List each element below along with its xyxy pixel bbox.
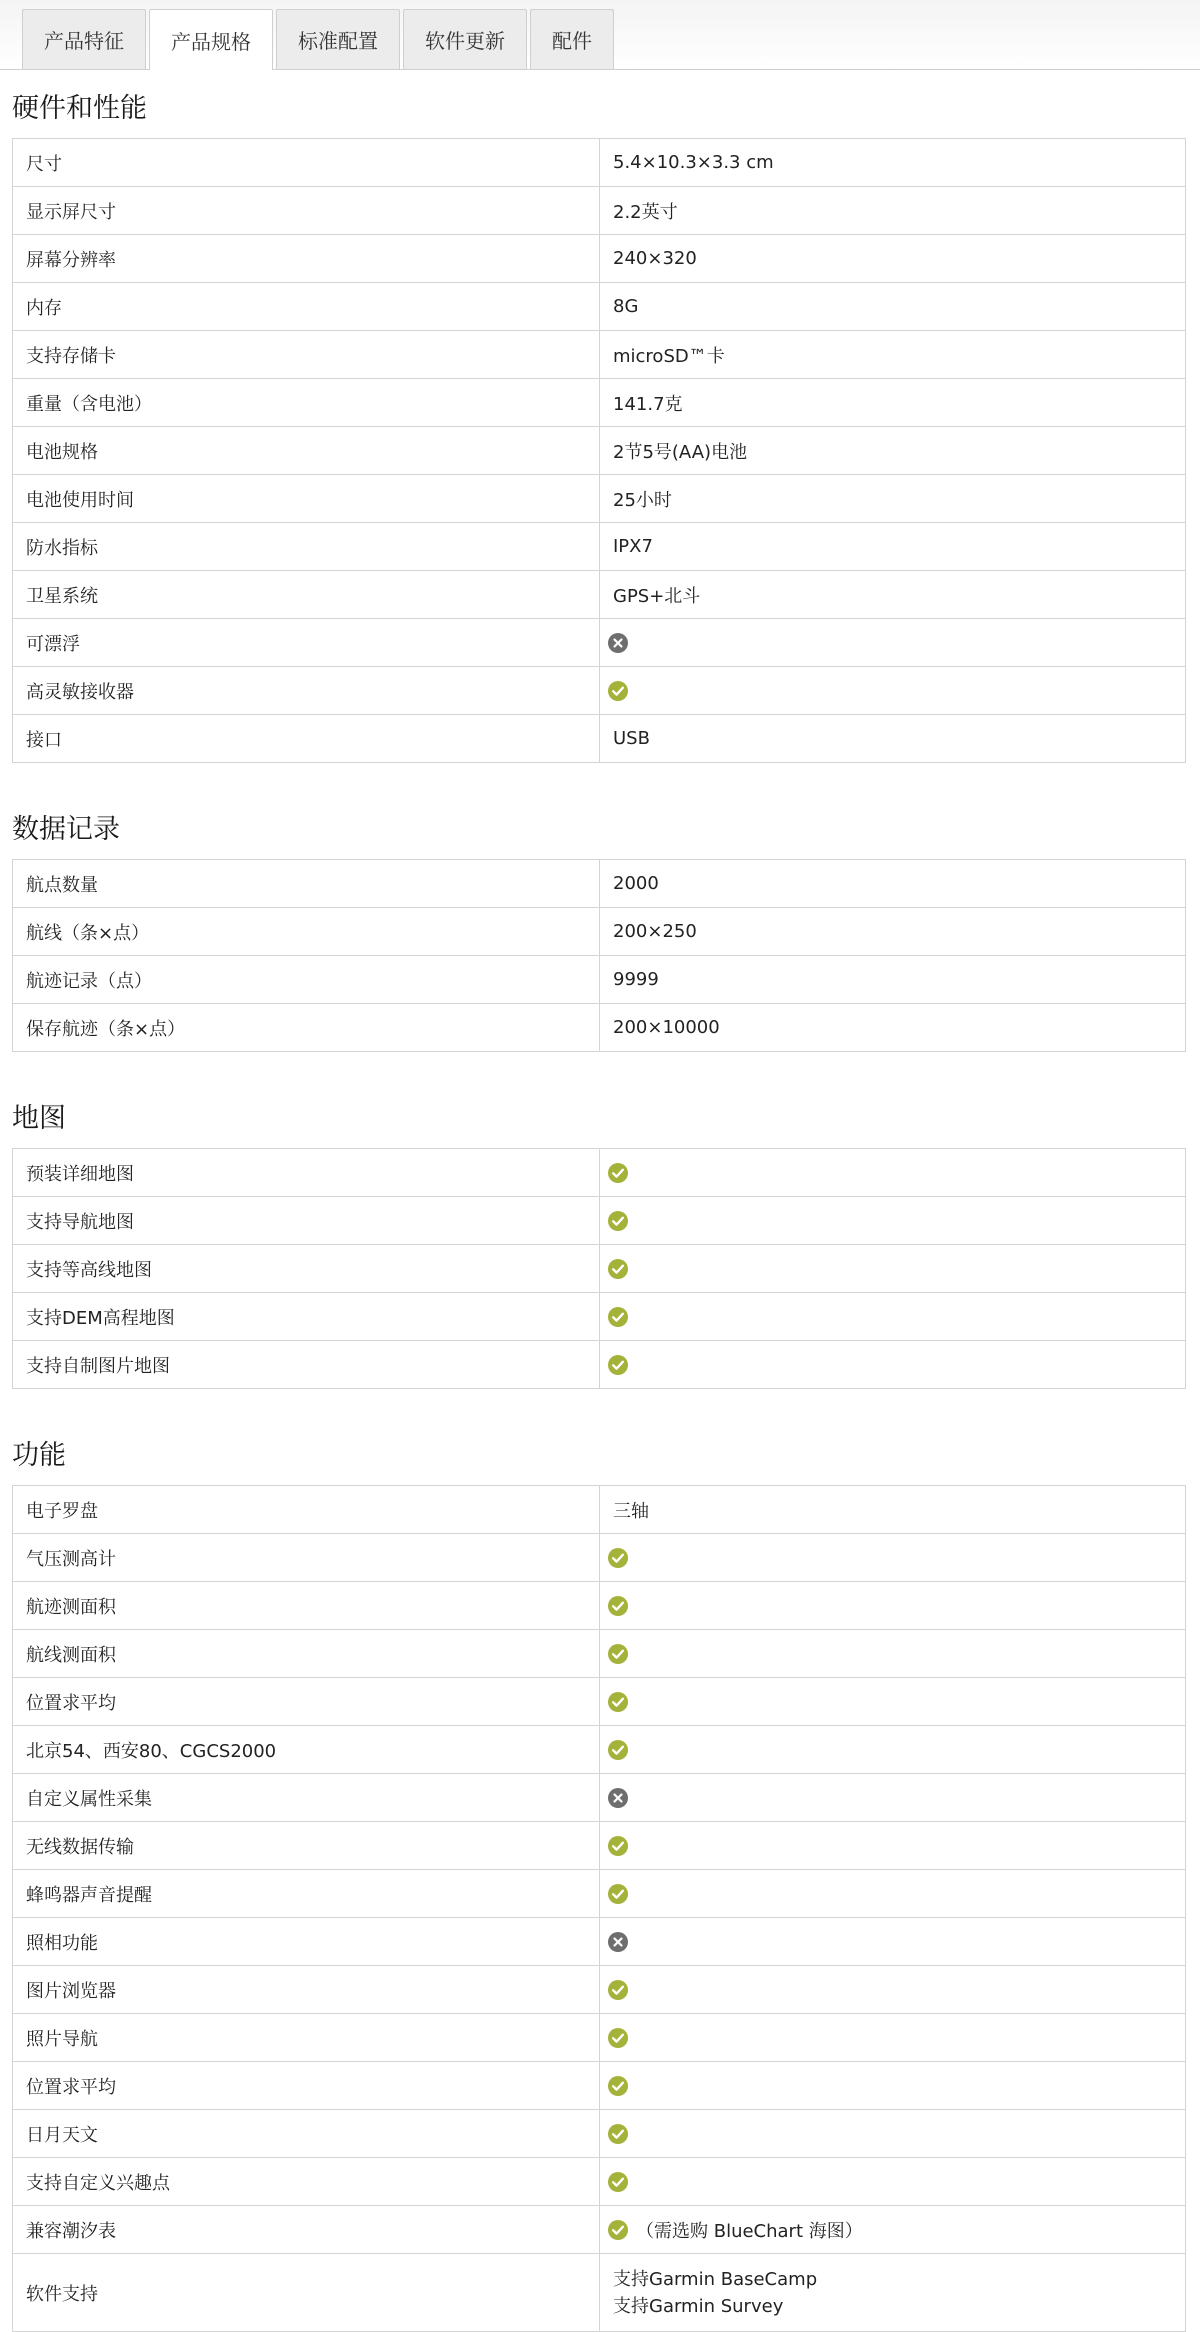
spec-label: 支持DEM高程地图 xyxy=(13,1293,600,1341)
spec-value xyxy=(600,1245,1186,1293)
spec-value: 8G xyxy=(600,283,1186,331)
spec-value: 9999 xyxy=(600,956,1186,1004)
spec-value: 5.4×10.3×3.3 cm xyxy=(600,139,1186,187)
spec-value: 三轴 xyxy=(600,1486,1186,1534)
spec-label: 软件支持 xyxy=(13,2254,600,2332)
spec-label: 屏幕分辨率 xyxy=(13,235,600,283)
spec-content xyxy=(0,70,1200,2332)
cross-circle-icon xyxy=(608,1932,628,1952)
spec-row xyxy=(13,2110,1186,2158)
spec-value: 240×320 xyxy=(600,235,1186,283)
spec-row xyxy=(13,139,1186,187)
spec-row xyxy=(13,1630,1186,1678)
spec-label: 兼容潮汐表 xyxy=(13,2206,600,2254)
spec-row xyxy=(13,235,1186,283)
check-circle-icon xyxy=(608,681,628,701)
spec-row xyxy=(13,1822,1186,1870)
spec-label: 电子罗盘 xyxy=(13,1486,600,1534)
spec-value: 141.7克 xyxy=(600,379,1186,427)
spec-row xyxy=(13,1149,1186,1197)
spec-note: （需选购 BlueChart 海图） xyxy=(636,2220,863,2242)
check-circle-icon xyxy=(608,2220,628,2240)
spec-value xyxy=(600,1774,1186,1822)
spec-value xyxy=(600,2158,1186,2206)
spec-value xyxy=(600,2014,1186,2062)
tab-bar xyxy=(0,0,1200,70)
spec-section-hardware xyxy=(0,70,1200,763)
spec-row xyxy=(13,1774,1186,1822)
spec-value xyxy=(600,619,1186,667)
cross-circle-icon xyxy=(608,1788,628,1808)
spec-section-data xyxy=(0,791,1200,1052)
spec-value xyxy=(600,1582,1186,1630)
spec-label: 照相功能 xyxy=(13,1918,600,1966)
spec-label: 蜂鸣器声音提醒 xyxy=(13,1870,600,1918)
tab-accessories[interactable]: 配件 xyxy=(530,9,614,69)
spec-value xyxy=(600,1726,1186,1774)
check-circle-icon xyxy=(608,1163,628,1183)
spec-value xyxy=(600,2110,1186,2158)
spec-label: 气压测高计 xyxy=(13,1534,600,1582)
spec-label: 位置求平均 xyxy=(13,2062,600,2110)
spec-label: 航迹记录（点） xyxy=(13,956,600,1004)
spec-row xyxy=(13,1004,1186,1052)
spec-label: 高灵敏接收器 xyxy=(13,667,600,715)
spec-label: 支持自制图片地图 xyxy=(13,1341,600,1389)
spec-label: 支持等高线地图 xyxy=(13,1245,600,1293)
spec-value-line: 支持Garmin Survey xyxy=(613,2295,784,2317)
check-circle-icon xyxy=(608,1596,628,1616)
spec-label: 接口 xyxy=(13,715,600,763)
check-circle-icon xyxy=(608,1740,628,1760)
check-circle-icon xyxy=(608,1211,628,1231)
spec-row xyxy=(13,956,1186,1004)
spec-label: 北京54、西安80、CGCS2000 xyxy=(13,1726,600,1774)
spec-value xyxy=(600,1918,1186,1966)
spec-table xyxy=(12,1485,1186,2332)
spec-value: microSD™卡 xyxy=(600,331,1186,379)
spec-row xyxy=(13,1245,1186,1293)
tab-product-features[interactable]: 产品特征 xyxy=(22,9,146,69)
spec-label: 航迹测面积 xyxy=(13,1582,600,1630)
spec-value: IPX7 xyxy=(600,523,1186,571)
spec-table xyxy=(12,859,1186,1052)
tab-standard-config[interactable]: 标准配置 xyxy=(276,9,400,69)
spec-label: 内存 xyxy=(13,283,600,331)
spec-row xyxy=(13,1678,1186,1726)
spec-value xyxy=(600,1149,1186,1197)
spec-row xyxy=(13,1486,1186,1534)
spec-label: 电池使用时间 xyxy=(13,475,600,523)
tab-software-updates[interactable]: 软件更新 xyxy=(403,9,527,69)
spec-value: USB xyxy=(600,715,1186,763)
spec-label: 保存航迹（条×点） xyxy=(13,1004,600,1052)
spec-section-features xyxy=(0,1417,1200,2332)
check-circle-icon xyxy=(608,1836,628,1856)
spec-label: 支持存储卡 xyxy=(13,331,600,379)
spec-label: 显示屏尺寸 xyxy=(13,187,600,235)
spec-row xyxy=(13,1341,1186,1389)
spec-label: 位置求平均 xyxy=(13,1678,600,1726)
spec-row xyxy=(13,475,1186,523)
spec-label: 航线测面积 xyxy=(13,1630,600,1678)
section-title: 地图 xyxy=(12,1103,66,1134)
spec-row xyxy=(13,2158,1186,2206)
check-circle-icon xyxy=(608,2028,628,2048)
spec-label: 电池规格 xyxy=(13,427,600,475)
spec-value xyxy=(600,2062,1186,2110)
check-circle-icon xyxy=(608,1355,628,1375)
spec-label: 卫星系统 xyxy=(13,571,600,619)
spec-row xyxy=(13,1197,1186,1245)
spec-value xyxy=(600,1870,1186,1918)
spec-row xyxy=(13,379,1186,427)
spec-value xyxy=(600,1630,1186,1678)
spec-value xyxy=(600,1966,1186,2014)
spec-label: 图片浏览器 xyxy=(13,1966,600,2014)
spec-row xyxy=(13,2014,1186,2062)
spec-label: 无线数据传输 xyxy=(13,1822,600,1870)
spec-row xyxy=(13,427,1186,475)
spec-row xyxy=(13,523,1186,571)
spec-value xyxy=(600,2206,1186,2254)
check-circle-icon xyxy=(608,2076,628,2096)
spec-label: 自定义属性采集 xyxy=(13,1774,600,1822)
spec-row xyxy=(13,2206,1186,2254)
spec-row xyxy=(13,571,1186,619)
tab-product-specs[interactable]: 产品规格 xyxy=(149,9,273,70)
spec-row xyxy=(13,1918,1186,1966)
spec-label: 可漂浮 xyxy=(13,619,600,667)
spec-row xyxy=(13,908,1186,956)
spec-value-line: 支持Garmin BaseCamp xyxy=(613,2268,818,2290)
spec-value: 2.2英寸 xyxy=(600,187,1186,235)
section-title: 数据记录 xyxy=(12,814,120,845)
spec-value xyxy=(600,1197,1186,1245)
spec-value: 200×10000 xyxy=(600,1004,1186,1052)
spec-value xyxy=(600,1822,1186,1870)
check-circle-icon xyxy=(608,1548,628,1568)
spec-value xyxy=(600,1341,1186,1389)
spec-row xyxy=(13,283,1186,331)
cross-circle-icon xyxy=(608,633,628,653)
spec-row xyxy=(13,2254,1186,2332)
spec-row xyxy=(13,1534,1186,1582)
spec-row xyxy=(13,1870,1186,1918)
check-circle-icon xyxy=(608,1644,628,1664)
spec-label: 照片导航 xyxy=(13,2014,600,2062)
check-circle-icon xyxy=(608,2172,628,2192)
section-title: 硬件和性能 xyxy=(12,93,147,124)
check-circle-icon xyxy=(608,1980,628,2000)
spec-label: 支持导航地图 xyxy=(13,1197,600,1245)
check-circle-icon xyxy=(608,2124,628,2144)
spec-section-maps xyxy=(0,1080,1200,1389)
spec-label: 航线（条×点） xyxy=(13,908,600,956)
spec-value xyxy=(600,1534,1186,1582)
check-circle-icon xyxy=(608,1884,628,1904)
spec-label: 重量（含电池） xyxy=(13,379,600,427)
spec-value: 2000 xyxy=(600,860,1186,908)
spec-row xyxy=(13,619,1186,667)
check-circle-icon xyxy=(608,1692,628,1712)
spec-row xyxy=(13,1726,1186,1774)
spec-label: 防水指标 xyxy=(13,523,600,571)
spec-table xyxy=(12,1148,1186,1389)
spec-label: 支持自定义兴趣点 xyxy=(13,2158,600,2206)
spec-value xyxy=(600,2254,1186,2332)
spec-label: 预装详细地图 xyxy=(13,1149,600,1197)
spec-value: 2节5号(AA)电池 xyxy=(600,427,1186,475)
spec-row xyxy=(13,1293,1186,1341)
spec-row xyxy=(13,331,1186,379)
section-title: 功能 xyxy=(12,1440,66,1471)
tab-list xyxy=(22,9,617,70)
spec-label: 航点数量 xyxy=(13,860,600,908)
spec-value: 200×250 xyxy=(600,908,1186,956)
spec-row xyxy=(13,667,1186,715)
spec-value: 25小时 xyxy=(600,475,1186,523)
spec-value: GPS+北斗 xyxy=(600,571,1186,619)
spec-value xyxy=(600,1678,1186,1726)
spec-row xyxy=(13,1582,1186,1630)
check-circle-icon xyxy=(608,1307,628,1327)
spec-row xyxy=(13,1966,1186,2014)
spec-row xyxy=(13,2062,1186,2110)
spec-row xyxy=(13,715,1186,763)
spec-value xyxy=(600,1293,1186,1341)
spec-label: 尺寸 xyxy=(13,139,600,187)
spec-value xyxy=(600,667,1186,715)
check-circle-icon xyxy=(608,1259,628,1279)
spec-row xyxy=(13,860,1186,908)
spec-row xyxy=(13,187,1186,235)
spec-table xyxy=(12,138,1186,763)
spec-label: 日月天文 xyxy=(13,2110,600,2158)
